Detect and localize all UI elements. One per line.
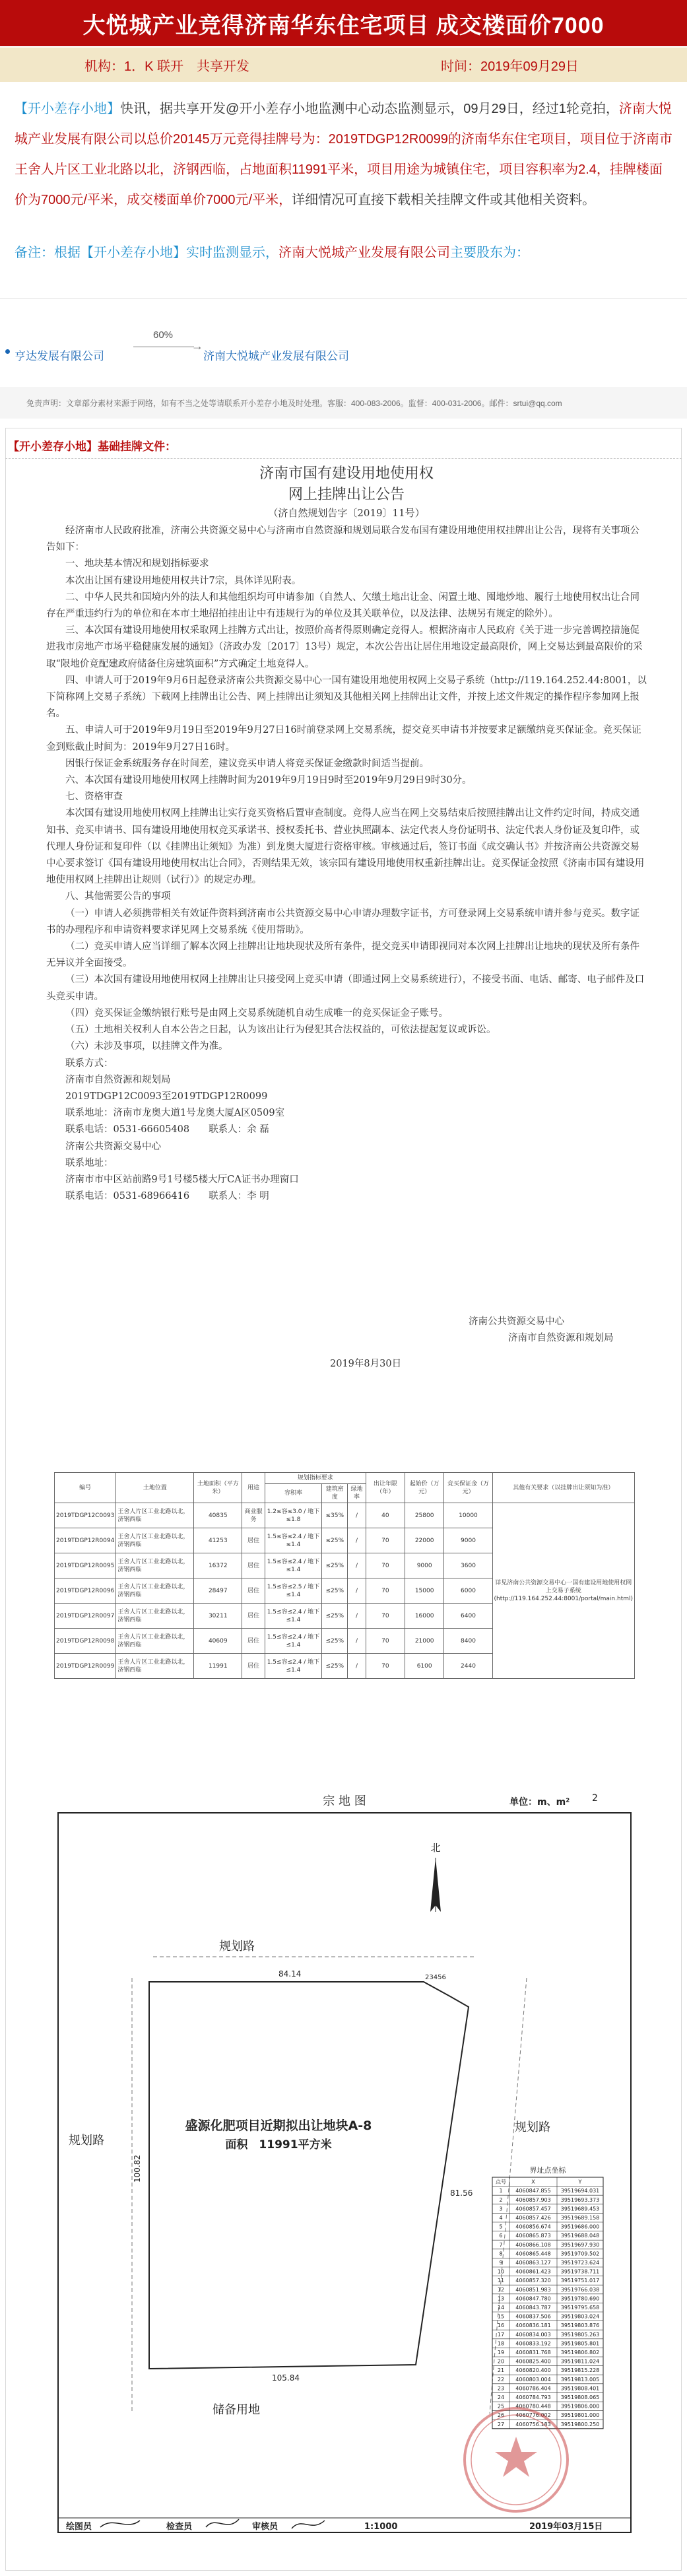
col-header: 土地位置: [116, 1473, 194, 1503]
coordinate-cell: 39519803.876: [560, 2322, 600, 2329]
coordinate-cell: 4060831.768: [515, 2350, 551, 2356]
contact-line: 联系电话：0531-66605408 联系人：余 磊: [65, 1124, 269, 1135]
lead-text-1: 快讯，据共享开发@开小差存小地监测中心动态监测显示，09月29日，经过1轮竞拍，: [120, 102, 619, 116]
coordinate-cell: 9: [499, 2260, 503, 2266]
table-cell: ≤25%: [322, 1629, 348, 1654]
coordinate-cell: 39519815.228: [560, 2367, 600, 2374]
coordinate-cell: 15: [497, 2313, 505, 2320]
col-header: 其他有关要求（以挂牌出让须知为准）: [492, 1473, 634, 1503]
table-cell: 28497: [194, 1578, 242, 1604]
dimension-corner: 23456: [425, 1974, 446, 1981]
notice-number: （济自然规划告字〔2019〕11号）: [268, 507, 425, 519]
coordinate-cell: 39519766.038: [560, 2286, 600, 2293]
coordinate-cell: 24: [497, 2394, 505, 2400]
coordinate-cell: 39519686.000: [560, 2223, 600, 2230]
col-header: 用途: [242, 1473, 265, 1503]
coordinate-cell: 39519808.401: [560, 2385, 600, 2392]
coordinate-cell: 39519803.024: [560, 2313, 600, 2320]
table-cell: 70: [366, 1553, 405, 1578]
table-cell: 10000: [444, 1503, 492, 1528]
notice-body: [46, 523, 647, 1205]
coordinate-cell: 4060847.780: [515, 2295, 551, 2302]
lead-paragraph: [15, 94, 674, 215]
contact-line: 济南市市中区站前路9号1号楼5楼大厅CA证书办理窗口: [65, 1174, 299, 1185]
table-cell: 商业服务: [242, 1503, 265, 1528]
signer-planning-bureau: 济南市自然资源和规划局: [508, 1333, 614, 1343]
notice-paragraph: 联系方式：: [65, 1058, 114, 1069]
coordinate-cell: 4060825.400: [515, 2358, 551, 2365]
table-cell: 70: [366, 1528, 405, 1553]
table-cell: 2019TDGP12R0097: [55, 1604, 116, 1629]
coordinate-cell: 39519751.017: [560, 2278, 600, 2284]
coordinate-header: 点号: [496, 2179, 506, 2185]
table-cell: 22000: [405, 1528, 444, 1553]
coordinate-cell: 39519689.453: [560, 2206, 600, 2212]
table-cell: 2019TDGP12R0099: [55, 1654, 116, 1679]
coordinate-cell: 2: [499, 2196, 503, 2203]
table-cell: 15000: [405, 1578, 444, 1604]
table-cell: /: [348, 1503, 366, 1528]
table-cell: ≤25%: [322, 1553, 348, 1578]
coordinate-cell: 39519808.065: [560, 2394, 600, 2400]
col-header: 规划指标要求: [265, 1473, 366, 1484]
coordinate-cell: 19: [497, 2350, 505, 2356]
table-cell: 1.2≤容≤3.0 / 地下≤1.8: [265, 1503, 322, 1528]
dimension-bottom: 105.84: [272, 2373, 300, 2383]
table-cell: /: [348, 1604, 366, 1629]
table-cell: 70: [366, 1578, 405, 1604]
coordinate-cell: 4060857.903: [515, 2196, 551, 2203]
table-cell: ≤25%: [322, 1604, 348, 1629]
table-cell: 40835: [194, 1503, 242, 1528]
sub-header: 绿地率: [348, 1484, 366, 1503]
sub-header: 容积率: [265, 1484, 322, 1503]
coordinate-cell: 39519800.250: [560, 2421, 600, 2427]
contact-line: 联系电话：0531-68966416 联系人：李 明: [65, 1191, 269, 1202]
road-label-left: 规划路: [69, 2134, 104, 2148]
contact-line: 2019TDGP12C0093至2019TDGP12R0099: [65, 1091, 268, 1102]
coordinate-cell: 39519806.802: [560, 2350, 600, 2356]
institution-label: 机构：1．K 联开 共享开发: [84, 59, 250, 74]
notice-paragraph: （三）本次国有建设用地使用权网上挂牌出让只接受网上竞买申请（即通过网上交易系统进行），不接受书面、电话、邮寄、电子邮件及口头竞买申请。: [46, 974, 645, 1002]
coordinate-cell: 4060843.787: [515, 2305, 551, 2311]
table-cell: ≤25%: [322, 1654, 348, 1679]
table-cell: 6100: [405, 1654, 444, 1679]
table-cell: 21000: [405, 1629, 444, 1654]
col-header: 出让年限（年）: [366, 1473, 405, 1503]
table-remark: 详见济南公共资源交易中心一国有建设用地使用权网上交易子系统(http://119.164.252.44:8001/portal/main.html): [492, 1503, 634, 1679]
site-map-drawing: [54, 1786, 635, 2546]
divider: [5, 458, 682, 459]
share-percent: 60%: [153, 329, 174, 341]
coordinate-cell: 39519795.658: [560, 2305, 600, 2311]
document-heading: 【开小差存小地】基础挂牌文件：: [8, 440, 176, 453]
map-scale: 1:1000: [364, 2522, 398, 2532]
coordinate-table-title: 界址点坐标: [529, 2166, 566, 2175]
table-cell: ≤25%: [322, 1578, 348, 1604]
coordinate-cell: 1: [499, 2188, 503, 2194]
coordinate-cell: 39519811.024: [560, 2358, 600, 2365]
coordinate-cell: 18: [497, 2340, 505, 2347]
table-cell: /: [348, 1578, 366, 1604]
coordinate-header: X: [531, 2179, 535, 2185]
coordinate-cell: 4060857.457: [515, 2206, 551, 2212]
table-cell: /: [348, 1553, 366, 1578]
table-cell: 25800: [405, 1503, 444, 1528]
coordinate-cell: 4060784.793: [515, 2394, 551, 2400]
table-cell: 1.5≤容≤2.4 / 地下≤1.4: [265, 1629, 322, 1654]
contact-line: 联系地址：: [65, 1157, 114, 1169]
plot-table: [54, 1472, 635, 1679]
coordinate-cell: 39519723.624: [560, 2260, 600, 2266]
table-cell: 居住: [242, 1604, 265, 1629]
coordinate-cell: 17: [497, 2331, 505, 2338]
reserve-land-label: 储备用地: [213, 2403, 260, 2417]
coordinate-cell: 4: [499, 2215, 503, 2221]
table-cell: 6400: [444, 1604, 492, 1629]
map-title: 宗 地 图: [323, 1794, 366, 1808]
coordinate-cell: 3: [499, 2206, 503, 2212]
notice-paragraph: 因银行保证金系统服务存在时间差，建议竞买申请人将竞买保证金缴款时间适当提前。: [65, 758, 429, 769]
coordinate-cell: 26: [497, 2412, 505, 2419]
note-company: 济南大悦城产业发展有限公司: [278, 246, 450, 260]
coordinate-cell: 4060851.983: [515, 2286, 551, 2293]
table-cell: 居住: [242, 1654, 265, 1679]
coordinate-cell: 4060865.873: [515, 2233, 551, 2239]
plot-table-wrap: [54, 1472, 635, 1679]
coordinate-cell: 4060834.003: [515, 2331, 551, 2338]
plot-table-body: [55, 1503, 635, 1679]
notice-paragraph: 本次国有建设用地使用权网上挂牌出让实行竞买资格后置审查制度。竞得人应当在网上交易结束后按照挂牌出让文件约定时间，持成交通知书、竞买申请书、国有建设用地使用权竞买承诺书、授权委托书、营业执照副本、法定代表人身份证明书、法定代表人身份证及复印件，或代理人身份证和复印件（以《挂牌出让须知》为准）到龙奥大厦进行资格审核。审核通过后，签订书面《成交确认书》并按济南公共资源交易中心要求签订《国有建设用地使用权出让合同》，否则结果无效，该宗国有建设用地使用权重新挂牌出让。竞买保证金按照《济南市国有建设用地使用权网上挂牌出让规则（试行）》的规定办理。: [46, 808, 645, 886]
table-cell: 2019TDGP12R0098: [55, 1629, 116, 1654]
table-cell: 16000: [405, 1604, 444, 1629]
coordinate-cell: 4060776.002: [515, 2412, 551, 2419]
north-label: 北: [430, 1842, 441, 1854]
coordinate-cell: 39519693.373: [560, 2196, 600, 2203]
coordinate-cell: 4060803.004: [515, 2376, 551, 2383]
table-row: [55, 1503, 635, 1528]
coordinate-cell: 4060857.426: [515, 2215, 551, 2221]
checker-label: 检查员: [166, 2522, 193, 2532]
coordinate-cell: 4060780.448: [515, 2403, 551, 2410]
drafter-label: 绘图员: [66, 2522, 92, 2532]
notice-title: 济南市国有建设用地使用权: [259, 465, 434, 482]
shareholder-diagram: [0, 298, 687, 375]
coordinate-cell: 4060847.855: [515, 2188, 551, 2194]
table-cell: 40: [366, 1503, 405, 1528]
table-cell: 16372: [194, 1553, 242, 1578]
coordinate-cell: 39519689.158: [560, 2215, 600, 2221]
table-cell: 8400: [444, 1629, 492, 1654]
table-cell: 70: [366, 1654, 405, 1679]
table-cell: 40609: [194, 1629, 242, 1654]
table-cell: 居住: [242, 1578, 265, 1604]
col-header: 竞买保证金（万元）: [444, 1473, 492, 1503]
table-cell: ≤35%: [322, 1503, 348, 1528]
coordinate-cell: 39519780.690: [560, 2295, 600, 2302]
notice-paragraph: 五、申请人可于2019年9月19日至2019年9月27日16时前登录网上交易系统，提交竞买申请书并按要求足额缴纳竞买保证金。竞买保证金到账截止时间为：2019年9月27日16时。: [46, 725, 641, 753]
coordinate-cell: 39519806.000: [560, 2403, 600, 2410]
table-cell: 3600: [444, 1553, 492, 1578]
coordinate-cell: 4060857.320: [515, 2278, 551, 2284]
table-cell: 1.5≤容≤2.4 / 地下≤1.4: [265, 1604, 322, 1629]
notice-paragraph: （一）申请人必须携带相关有效证件资料到济南市公共资源交易中心申请办理数字证书，方可登录网上交易系统申请并参与竞买。数字证书的办理程序和申请资料要求详见网上交易系统《使用帮助》。: [46, 908, 639, 935]
coordinate-cell: 4060863.127: [515, 2260, 551, 2266]
road-label-right: 规划路: [515, 2120, 550, 2134]
table-cell: 11991: [194, 1654, 242, 1679]
coordinate-cell: 22: [497, 2376, 505, 2383]
table-cell: 王舍人片区工业北路以北，济钢西临: [116, 1528, 194, 1553]
coordinate-cell: 4060865.448: [515, 2251, 551, 2257]
dimension-top: 84.14: [278, 1969, 302, 1979]
notice-paragraph: 经济南市人民政府批准，济南公共资源交易中心与济南市自然资源和规划局联合发布国有建设用地使用权挂牌出让公告，现将有关事项公告如下：: [46, 525, 639, 553]
note-suffix: 主要股东为：: [450, 246, 529, 260]
col-header: 起始价（万元）: [405, 1473, 444, 1503]
notice-paragraph: 六、本次国有建设用地使用权网上挂牌时间为2019年9月19日9时至2019年9月29日9时30分。: [65, 775, 472, 786]
col-header: 土地面积（平方米）: [194, 1473, 242, 1503]
publish-date: 时间：2019年09月29日: [441, 59, 579, 74]
notice-paragraph: 一、地块基本情况和规划指标要求: [65, 559, 209, 570]
notice-paragraph: 四、申请人可于2019年9月6日起登录济南公共资源交易中心一国有建设用地使用权网上交易子系统（http://119.164.252.44:8001，以下简称网上交易子系统）下载网上挂牌出让公告、网上挂牌出让须知及其他相关网上挂牌出让文件，并按上述文件规定的操作程序参加网上报名。: [46, 675, 647, 720]
shareholder-note: [15, 238, 674, 268]
table-cell: 1.5≤容≤2.5 / 地下≤1.4: [265, 1578, 322, 1604]
table-cell: /: [348, 1654, 366, 1679]
coordinate-cell: 25: [497, 2403, 505, 2410]
dimension-right: 81.56: [450, 2188, 473, 2198]
table-cell: 2019TDGP12R0096: [55, 1578, 116, 1604]
subsidiary-name[interactable]: 济南大悦城产业发展有限公司: [203, 350, 349, 362]
coordinate-cell: 39519697.930: [560, 2241, 600, 2248]
table-cell: 70: [366, 1629, 405, 1654]
col-header: 编号: [55, 1473, 116, 1503]
coordinate-cell: 6: [499, 2233, 503, 2239]
table-cell: 1.5≤容≤2.4 / 地下≤1.4: [265, 1528, 322, 1553]
table-cell: 1.5≤容≤2.4 / 地下≤1.4: [265, 1553, 322, 1578]
coordinate-cell: 39519801.000: [560, 2412, 600, 2419]
lead-highlight: 济南大悦城产业发展有限公司以总价20145万元竞得挂牌号为：2019TDGP12R0099的济南华东住宅项目，项目位于济南市王舍人片区工业北路以北，济钢西临，占地面积11991平米，项目用途为城镇住宅，项目容积率为2.4，挂牌楼面价为7000元/平米，成交楼面单价7000元/平米，: [15, 102, 672, 207]
source-tag[interactable]: 【开小差存小地】: [15, 102, 120, 116]
table-cell: 2019TDGP12C0093: [55, 1503, 116, 1528]
table-cell: 30211: [194, 1604, 242, 1629]
table-cell: 居住: [242, 1629, 265, 1654]
coordinate-cell: 12: [497, 2286, 505, 2293]
coordinate-cell: 5: [499, 2223, 503, 2230]
notice-paragraph: 七、资格审查: [65, 792, 123, 803]
table-cell: 9000: [444, 1528, 492, 1553]
table-cell: 41253: [194, 1528, 242, 1553]
coordinate-cell: 39519694.031: [560, 2188, 600, 2194]
notice-paragraph: 本次出让国有建设用地使用权共计7宗，具体详见附表。: [65, 575, 302, 586]
contact-line: 联系地址：济南市龙奥大道1号龙奥大厦A区0509室: [65, 1108, 285, 1119]
shareholder-name[interactable]: 亨达发展有限公司: [15, 350, 104, 362]
notice-paragraph: （二）竞买申请人应当详细了解本次网上挂牌出让地块现状及所有条件，提交竞买申请即视同对本次网上挂牌出让地块的现状及所有条件无异议并全面接受。: [46, 941, 639, 969]
coordinate-header: Y: [578, 2179, 582, 2185]
coordinate-cell: 11: [497, 2278, 505, 2284]
coordinate-cell: 7: [499, 2241, 503, 2248]
notice-paragraph: （六）未涉及事项，以挂牌文件为准。: [65, 1041, 228, 1052]
table-cell: ≤25%: [322, 1528, 348, 1553]
table-cell: 居住: [242, 1553, 265, 1578]
reviewer-label: 审核员: [252, 2522, 278, 2532]
coordinate-cell: 39519709.502: [560, 2251, 600, 2257]
map-page-number: 2: [592, 1793, 598, 1804]
notice-paragraph: 三、本次国有建设用地使用权采取网上挂牌方式出让，按照价高者得原则确定竞得人。根据济南市人民政府《关于进一步完善调控措施促进我市房地产市场平稳健康发展的通知》（济政办发〔2017〕13号）规定，本次公告出让居住用地设定最高限价，网上交易达到最高限价的采取“限地价竞配建政府储备住房建筑面积”方式确定土地竞得人。: [46, 625, 643, 669]
table-cell: 2019TDGP12R0095: [55, 1553, 116, 1578]
coordinate-cell: 4060836.181: [515, 2322, 551, 2329]
signer-trading-center: 济南公共资源交易中心: [469, 1316, 564, 1327]
notice-paragraph: 八、其他需要公告的事项: [65, 891, 171, 902]
table-cell: 王舍人片区工业北路以北，济钢西临: [116, 1578, 194, 1604]
coordinate-cell: 4060833.192: [515, 2340, 551, 2347]
coordinate-cell: 4060856.674: [515, 2223, 551, 2230]
map-date: 2019年03月15日: [529, 2522, 603, 2532]
table-cell: /: [348, 1528, 366, 1553]
coordinate-cell: 23: [497, 2385, 505, 2392]
share-arrow-line: [133, 347, 194, 353]
table-cell: 王舍人片区工业北路以北，济钢西临: [116, 1604, 194, 1629]
notice-paragraph: 二、中华人民共和国境内外的法人和其他组织均可申请参加（自然人、欠缴土地出让金、闲置土地、囤地炒地、履行土地使用权出让合同存在严重违约行为的单位和在本市土地招拍挂出让中有违规行为的单位及其关联单位，以及法律、法规另有规定的除外）。: [46, 592, 639, 620]
bullet-icon: [5, 349, 10, 354]
coordinate-cell: 4060861.423: [515, 2268, 551, 2275]
road-label-top: 规划路: [219, 1940, 255, 1953]
table-cell: 居住: [242, 1528, 265, 1553]
sub-header: 建筑密度: [322, 1484, 348, 1503]
table-cell: 2019TDGP12R0094: [55, 1528, 116, 1553]
map-unit: 单位：m、m²: [509, 1797, 570, 1808]
table-cell: 王舍人片区工业北路以北，济钢西临: [116, 1503, 194, 1528]
notice-paragraph: （五）土地相关权利人自本公告之日起，认为该出让行为侵犯其合法权益的，可依法提起复议或诉讼。: [65, 1025, 496, 1036]
notice-subtitle: 网上挂牌出让公告: [288, 487, 405, 503]
coordinate-cell: 20: [497, 2358, 505, 2365]
coordinate-cell: 4060837.506: [515, 2313, 551, 2320]
coordinate-cell: 27: [497, 2421, 505, 2427]
table-cell: 2440: [444, 1654, 492, 1679]
coordinate-cell: 16: [497, 2322, 505, 2329]
arrow-right-icon: →: [191, 339, 203, 353]
coordinate-cell: 4060786.404: [515, 2385, 551, 2392]
page-title: 大悦城产业竞得济南华东住宅项目 成交楼面价7000: [0, 0, 687, 46]
table-cell: 王舍人片区工业北路以北，济钢西临: [116, 1553, 194, 1578]
notice-paragraph: （四）竞买保证金缴纳银行账号是由网上交易系统随机自动生成唯一的竞买保证金子账号。: [65, 1007, 448, 1019]
meta-bar: [0, 48, 687, 82]
table-cell: 6000: [444, 1578, 492, 1604]
coordinate-cell: 39519738.711: [560, 2268, 600, 2275]
coordinate-cell: 39519813.005: [560, 2376, 600, 2383]
coordinate-cell: 39519805.263: [560, 2331, 600, 2338]
site-map: [54, 1786, 635, 2546]
table-cell: 1.5≤容≤2.4 / 地下≤1.4: [265, 1654, 322, 1679]
plot-name: 盛源化肥项目近期拟出让地块A-8: [185, 2118, 372, 2133]
coordinate-cell: 13: [497, 2295, 505, 2302]
coordinate-cell: 4060866.108: [515, 2241, 551, 2248]
contact-line: 济南市自然资源和规划局: [65, 1074, 171, 1085]
note-prefix: 备注：根据【开小差存小地】实时监测显示，: [15, 246, 278, 260]
coordinate-cell: 4060756.183: [515, 2421, 551, 2427]
table-cell: 王舍人片区工业北路以北，济钢西临: [116, 1654, 194, 1679]
signature-date: 2019年8月30日: [330, 1359, 402, 1369]
coordinate-cell: 8: [499, 2251, 503, 2257]
coordinate-cell: 10: [497, 2268, 505, 2275]
disclaimer: 免责声明：文章部分素材来源于网络，如有不当之处等请联系开小差存小地及时处理。客服：400-083-2006。监督：400-031-2006。邮件：srtui@qq.com: [0, 387, 687, 419]
contact-line: 济南公共资源交易中心: [65, 1141, 161, 1152]
coordinate-cell: 4060820.400: [515, 2367, 551, 2374]
lead-text-2: 详细情况可直接下载相关挂牌文件或其他相关资料。: [292, 193, 596, 207]
table-cell: /: [348, 1629, 366, 1654]
coordinate-cell: 21: [497, 2367, 505, 2374]
coordinate-cell: 14: [497, 2305, 505, 2311]
coordinate-cell: 39519805.801: [560, 2340, 600, 2347]
table-cell: 70: [366, 1604, 405, 1629]
plot-area: 面积 11991平方米: [225, 2138, 332, 2152]
table-cell: 9000: [405, 1553, 444, 1578]
dimension-left: 100.82: [133, 2155, 142, 2183]
coordinate-cell: 39519688.048: [560, 2233, 600, 2239]
table-cell: 王舍人片区工业北路以北，济钢西临: [116, 1629, 194, 1654]
